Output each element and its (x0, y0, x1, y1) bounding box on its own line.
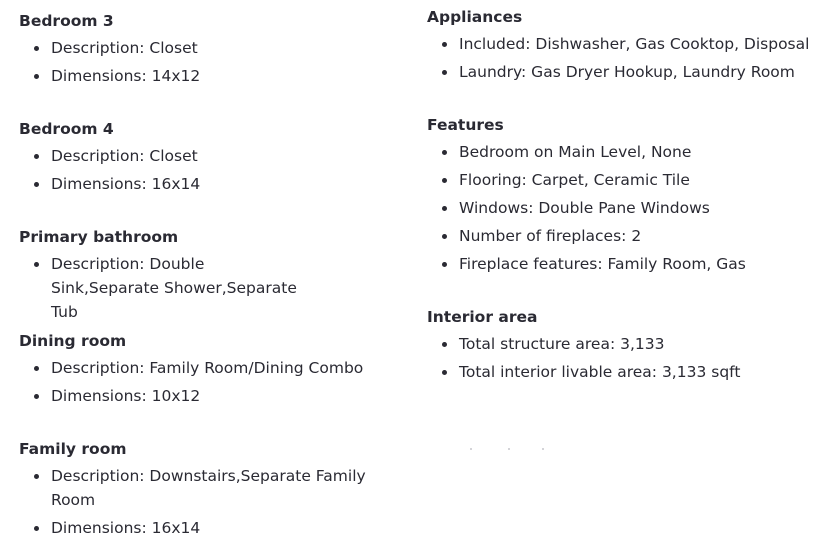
detail-list (19, 464, 414, 540)
section-heading: Primary bathroom (19, 228, 179, 246)
section-heading: Interior area (427, 308, 538, 326)
section-heading: Appliances (427, 8, 523, 26)
detail-list (19, 252, 414, 324)
list-item: Flooring: Carpet, Ceramic Tile (427, 168, 827, 192)
section-heading: Dining room (19, 332, 127, 350)
list-item: Fireplace features: Family Room, Gas (427, 252, 827, 276)
section-heading: Features (427, 116, 504, 134)
list-item: Dimensions: 16x14 (19, 516, 414, 540)
faint-artifact-dots (470, 448, 550, 452)
list-item: Included: Dishwasher, Gas Cooktop, Disposal (427, 32, 827, 56)
list-item: Dimensions: 16x14 (19, 172, 414, 196)
list-item: Bedroom on Main Level, None (427, 140, 827, 164)
list-item: Total interior livable area: 3,133 sqft (427, 360, 827, 384)
section-heading: Bedroom 3 (19, 12, 114, 30)
list-item: Total structure area: 3,133 (427, 332, 827, 356)
list-item: Windows: Double Pane Windows (427, 196, 827, 220)
section-heading: Family room (19, 440, 127, 458)
list-item: Description: Closet (19, 36, 414, 60)
detail-list (427, 32, 827, 84)
detail-list (19, 36, 414, 88)
list-item: Description: Family Room/Dining Combo (19, 356, 414, 380)
detail-list (19, 144, 414, 196)
detail-list (427, 140, 827, 276)
list-item: Number of fireplaces: 2 (427, 224, 827, 248)
detail-list (19, 356, 414, 408)
section-dining-room (19, 330, 414, 408)
list-item: Dimensions: 14x12 (19, 64, 414, 88)
list-item: Description: Downstairs,Separate Family Room (19, 464, 414, 512)
list-item: Description: Closet (19, 144, 414, 168)
detail-list (427, 332, 827, 384)
section-bedroom-4 (19, 118, 414, 196)
list-item: Dimensions: 10x12 (19, 384, 414, 408)
list-item: Laundry: Gas Dryer Hookup, Laundry Room (427, 60, 827, 84)
list-item: Description: Double Sink,Separate Shower,Separate Tub (19, 252, 311, 324)
section-appliances (427, 6, 827, 84)
section-features (427, 114, 827, 276)
section-interior-area (427, 306, 827, 384)
section-family-room (19, 438, 414, 540)
section-primary-bathroom (19, 226, 414, 324)
section-bedroom-3 (19, 10, 414, 88)
section-heading: Bedroom 4 (19, 120, 114, 138)
